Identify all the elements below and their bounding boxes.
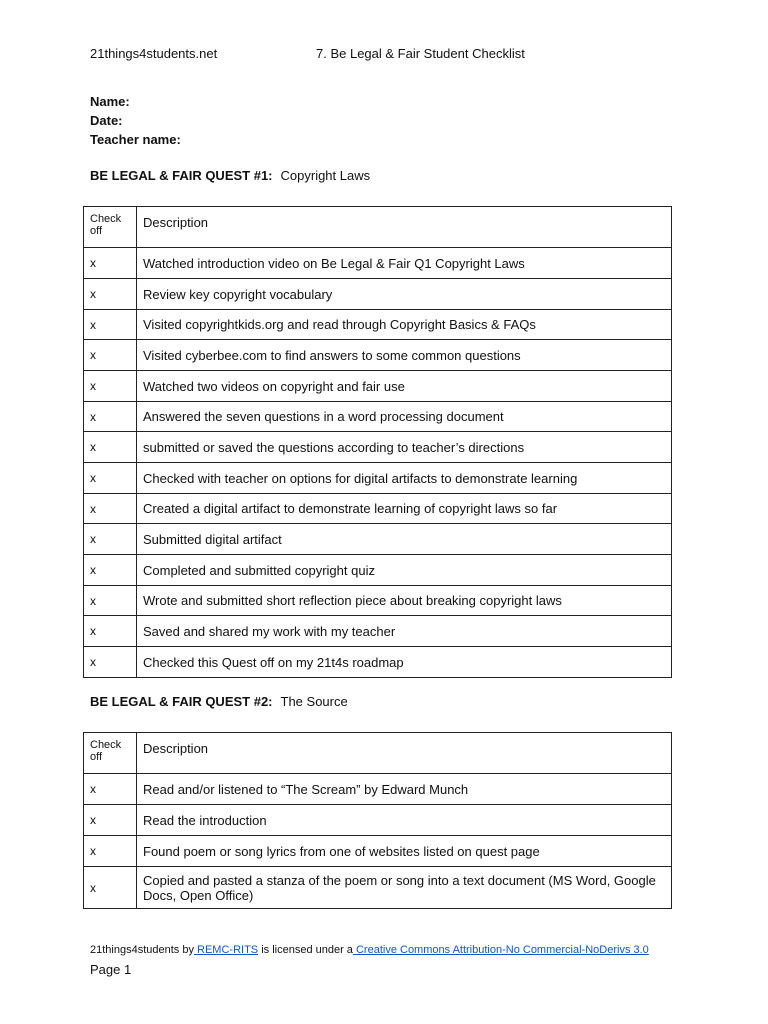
check-cell: x (84, 647, 137, 678)
table-row (84, 586, 672, 616)
check-off-header: Check off (84, 733, 137, 774)
table-row (84, 371, 672, 402)
date-label: Date: (90, 113, 123, 128)
quest-1-name: Copyright Laws (280, 168, 371, 183)
table-row (84, 310, 672, 340)
footer-prefix: 21things4students by (90, 944, 194, 956)
remc-rits-link[interactable]: REMC-RITS (193, 944, 259, 956)
check-cell: x (84, 310, 137, 340)
check-cell: x (84, 586, 137, 616)
table-row (84, 279, 672, 310)
table-header-row (84, 207, 672, 248)
creative-commons-link[interactable]: Creative Commons Attribution-No Commercial-NoDerivs 3.0 (352, 944, 649, 956)
check-cell: x (84, 524, 137, 555)
header-site: 21things4students.net (90, 46, 218, 61)
description-cell: Wrote and submitted short reflection piece about breaking copyright laws (137, 586, 672, 616)
check-cell: x (84, 805, 137, 836)
description-cell: submitted or saved the questions according to teacher’s directions (137, 432, 672, 463)
quest-2-heading (90, 694, 348, 709)
table-row (84, 616, 672, 647)
student-fields (90, 92, 181, 149)
check-cell: x (84, 867, 137, 909)
teacher-name-label: Teacher name: (90, 132, 181, 147)
description-cell: Watched introduction video on Be Legal & Fair Q1 Copyright Laws (137, 248, 672, 279)
check-cell: x (84, 248, 137, 279)
name-label: Name: (90, 94, 130, 109)
description-cell: Review key copyright vocabulary (137, 279, 672, 310)
description-cell: Created a digital artifact to demonstrate learning of copyright laws so far (137, 494, 672, 524)
table-row (84, 805, 672, 836)
page-number: Page 1 (90, 962, 132, 977)
description-cell: Copied and pasted a stanza of the poem or song into a text document (MS Word, Google Docs, Open Office) (137, 867, 672, 909)
description-cell: Visited copyrightkids.org and read through Copyright Basics & FAQs (137, 310, 672, 340)
table-row (84, 524, 672, 555)
description-cell: Submitted digital artifact (137, 524, 672, 555)
footer-middle: is licensed under a (258, 944, 353, 956)
check-off-header: Check off (84, 207, 137, 248)
check-cell: x (84, 774, 137, 805)
table-row (84, 774, 672, 805)
description-cell: Watched two videos on copyright and fair use (137, 371, 672, 402)
table-row (84, 463, 672, 494)
quest-2-name: The Source (280, 694, 348, 709)
table-row (84, 555, 672, 586)
quest-1-heading (90, 168, 370, 183)
check-cell: x (84, 279, 137, 310)
header-title: 7. Be Legal & Fair Student Checklist (316, 46, 525, 61)
description-cell: Read the introduction (137, 805, 672, 836)
check-cell: x (84, 463, 137, 494)
table-row (84, 402, 672, 432)
check-cell: x (84, 555, 137, 586)
quest-2-checklist-table (83, 732, 672, 909)
description-cell: Visited cyberbee.com to find answers to some common questions (137, 340, 672, 371)
description-cell: Answered the seven questions in a word processing document (137, 402, 672, 432)
license-footer (90, 944, 649, 956)
table-row (84, 248, 672, 279)
check-cell: x (84, 371, 137, 402)
check-cell: x (84, 402, 137, 432)
check-cell: x (84, 432, 137, 463)
quest-2-heading-label: BE LEGAL & FAIR QUEST #2: (90, 694, 273, 709)
description-header: Description (137, 207, 672, 248)
description-header: Description (137, 733, 672, 774)
table-row (84, 836, 672, 867)
check-cell: x (84, 836, 137, 867)
description-cell: Saved and shared my work with my teacher (137, 616, 672, 647)
check-cell: x (84, 494, 137, 524)
description-cell: Checked this Quest off on my 21t4s roadmap (137, 647, 672, 678)
table-row (84, 340, 672, 371)
table-row (84, 647, 672, 678)
table-row (84, 432, 672, 463)
description-cell: Completed and submitted copyright quiz (137, 555, 672, 586)
description-cell: Found poem or song lyrics from one of websites listed on quest page (137, 836, 672, 867)
description-cell: Read and/or listened to “The Scream” by Edward Munch (137, 774, 672, 805)
check-cell: x (84, 340, 137, 371)
table-row (84, 867, 672, 909)
table-row (84, 494, 672, 524)
description-cell: Checked with teacher on options for digital artifacts to demonstrate learning (137, 463, 672, 494)
quest-1-heading-label: BE LEGAL & FAIR QUEST #1: (90, 168, 273, 183)
quest-1-checklist-table (83, 206, 672, 678)
check-cell: x (84, 616, 137, 647)
table-header-row (84, 733, 672, 774)
